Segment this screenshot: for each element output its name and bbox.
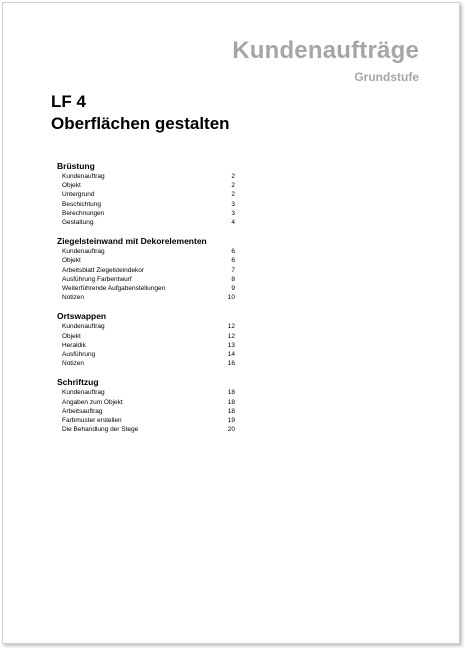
table-of-contents xyxy=(57,161,237,443)
toc-entry-label: Angaben zum Objekt xyxy=(62,398,123,406)
toc-entry[interactable] xyxy=(57,407,237,416)
toc-entry-label: Heraldik xyxy=(62,341,86,349)
toc-entry-page: 13 xyxy=(227,341,235,349)
toc-entry[interactable] xyxy=(57,350,237,359)
toc-entry-label: Untergrund xyxy=(62,191,95,199)
toc-entry-label: Farbmuster erstellen xyxy=(62,417,122,425)
toc-section xyxy=(57,236,237,302)
toc-entry-label: Beschichtung xyxy=(62,200,102,208)
toc-section-title: Brüstung xyxy=(57,161,95,171)
header-title: Kundenaufträge xyxy=(232,37,419,64)
toc-entry[interactable] xyxy=(57,209,237,218)
toc-entry[interactable] xyxy=(57,398,237,407)
toc-entry-page: 18 xyxy=(227,407,235,415)
toc-entry-label: Kundenauftrag xyxy=(62,248,105,256)
toc-entry[interactable] xyxy=(57,388,237,397)
toc-entry[interactable] xyxy=(57,247,237,256)
toc-entry-page: 4 xyxy=(231,219,235,227)
toc-section-title: Schriftzug xyxy=(57,377,99,388)
toc-entry[interactable] xyxy=(57,425,237,434)
toc-section xyxy=(57,377,237,434)
toc-entry[interactable] xyxy=(57,218,237,227)
document-page xyxy=(2,2,460,644)
toc-entry[interactable] xyxy=(57,172,237,181)
toc-entry-label: Kundenauftrag xyxy=(62,173,105,180)
toc-entry-label: Gestaltung xyxy=(62,219,94,227)
toc-section xyxy=(57,311,237,368)
toc-entry-page: 18 xyxy=(227,389,235,397)
toc-section-title: Ziegelsteinwand mit Dekorelementen xyxy=(57,236,207,247)
toc-entry-label: Objekt xyxy=(62,182,81,190)
toc-entry[interactable] xyxy=(57,332,237,341)
toc-entry-page: 2 xyxy=(231,182,235,190)
toc-entry-label: Objekt xyxy=(62,332,81,340)
toc-entry-label: Arbeitsblatt Ziegelsteindekor xyxy=(62,266,145,274)
toc-entry-page: 6 xyxy=(231,248,235,256)
toc-entry-label: Objekt xyxy=(62,257,81,265)
toc-entry-page: 2 xyxy=(231,173,235,180)
toc-entry-label: Die Behandlung der Stege xyxy=(62,426,139,434)
toc-entry-page: 19 xyxy=(227,417,235,425)
toc-entry[interactable] xyxy=(57,293,237,302)
toc-entry-page: 8 xyxy=(231,275,235,283)
toc-entry[interactable] xyxy=(57,416,237,425)
toc-entry-page: 18 xyxy=(227,398,235,406)
toc-entry-label: Ausführung Farbentwurf xyxy=(62,275,132,283)
toc-entry[interactable] xyxy=(57,322,237,331)
toc-entry-page: 3 xyxy=(231,200,235,208)
toc-entry[interactable] xyxy=(57,190,237,199)
toc-entry-page: 12 xyxy=(227,332,235,340)
toc-entry-page: 14 xyxy=(227,351,235,359)
toc-entry-label: Berechnungen xyxy=(62,209,105,217)
toc-entry-page: 9 xyxy=(231,285,235,293)
toc-entry[interactable] xyxy=(57,200,237,209)
toc-entry-label: Ausführung xyxy=(62,351,96,359)
toc-entry-label: Notizen xyxy=(62,360,85,368)
toc-entry[interactable] xyxy=(57,275,237,284)
toc-section-title: Ortswappen xyxy=(57,311,107,322)
toc-entry-page: 12 xyxy=(227,323,235,331)
toc-entry-label: Weiterführende Aufgabenstellungen xyxy=(62,285,166,293)
learning-field-label: LF 4 xyxy=(51,92,86,111)
toc-entry-page: 16 xyxy=(227,360,235,368)
toc-entry-label: Notizen xyxy=(62,294,85,302)
toc-section xyxy=(57,161,237,227)
page-title: Oberflächen gestalten xyxy=(51,114,230,133)
toc-entry-label: Kundenauftrag xyxy=(62,323,105,331)
toc-entry[interactable] xyxy=(57,266,237,275)
toc-entry[interactable] xyxy=(57,256,237,265)
toc-entry[interactable] xyxy=(57,181,237,190)
header-subtitle: Grundstufe xyxy=(354,70,419,84)
toc-entry-label: Arbeitsauftrag xyxy=(62,407,103,415)
toc-entry[interactable] xyxy=(57,341,237,350)
toc-entry-page: 20 xyxy=(227,426,235,434)
toc-entry-page: 6 xyxy=(231,257,235,265)
toc-entry[interactable] xyxy=(57,359,237,368)
toc-entry[interactable] xyxy=(57,284,237,293)
toc-entry-page: 10 xyxy=(227,294,235,302)
toc-entry-page: 7 xyxy=(231,266,235,274)
toc-entry-page: 2 xyxy=(231,191,235,199)
toc-entry-page: 3 xyxy=(231,209,235,217)
toc-entry-label: Kundenauftrag xyxy=(62,389,105,397)
